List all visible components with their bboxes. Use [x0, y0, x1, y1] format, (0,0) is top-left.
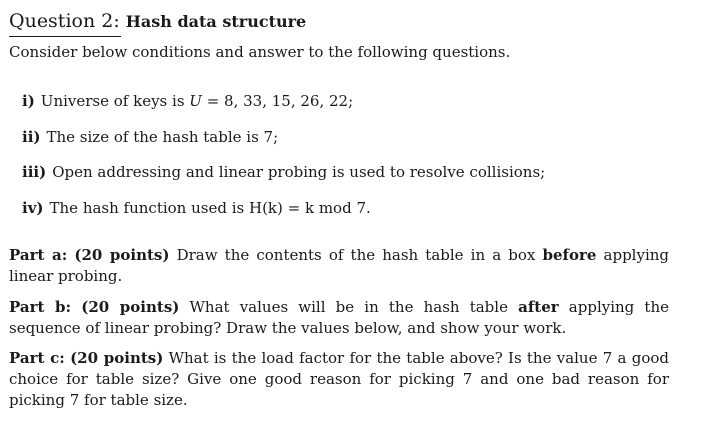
condition-number: iii) [22, 163, 47, 181]
condition-text-continued: = 8, 33, 15, 26, 22; [201, 92, 354, 110]
part-emphasis: after [518, 298, 559, 316]
part-points: (20 points) [81, 298, 180, 316]
title-underline [9, 36, 121, 37]
part-c [9, 348, 669, 411]
part-text-continued: applying linear probing. [9, 246, 670, 285]
part-points: (20 points) [74, 246, 170, 264]
question-intro: Consider below conditions and answer to the following questions. [9, 43, 511, 61]
part-text: What is the load factor for the table above? Is the value 7 a good choice for table size? Give one good reason for picking 7 and one bad reason for picking 7 for table size. [9, 349, 669, 409]
part-text: What values will be in the hash table [179, 298, 519, 316]
condition-text: Open addressing and linear probing is used to resolve collisions; [52, 163, 546, 181]
part-emphasis: before [542, 246, 597, 264]
condition-number: i) [22, 92, 35, 110]
condition-number: iv) [22, 199, 44, 217]
question-label: Question 2: [9, 10, 120, 32]
part-points: (20 points) [70, 349, 164, 367]
part-text-continued: applying the sequence of linear probing? Draw the values below, and show your work. [9, 298, 669, 337]
part-a [9, 245, 669, 287]
condition-item-4 [22, 198, 371, 218]
condition-text: The hash function used is H(k) = k mod 7. [49, 199, 371, 217]
question-title [9, 8, 306, 35]
part-b [9, 297, 669, 339]
part-label: Part b: [9, 298, 72, 316]
condition-text: Universe of keys is [40, 92, 190, 110]
condition-text: The size of the hash table is 7; [46, 128, 279, 146]
part-text: Draw the contents of the hash table in a box [169, 246, 543, 264]
question-topic: Hash data structure [125, 12, 307, 31]
condition-item-2 [22, 127, 278, 147]
condition-item-3 [22, 162, 545, 182]
condition-variable: U [189, 92, 202, 110]
part-label: Part c: [9, 349, 65, 367]
condition-number: ii) [22, 128, 41, 146]
part-label: Part a: [9, 246, 68, 264]
condition-item-1 [22, 91, 353, 111]
